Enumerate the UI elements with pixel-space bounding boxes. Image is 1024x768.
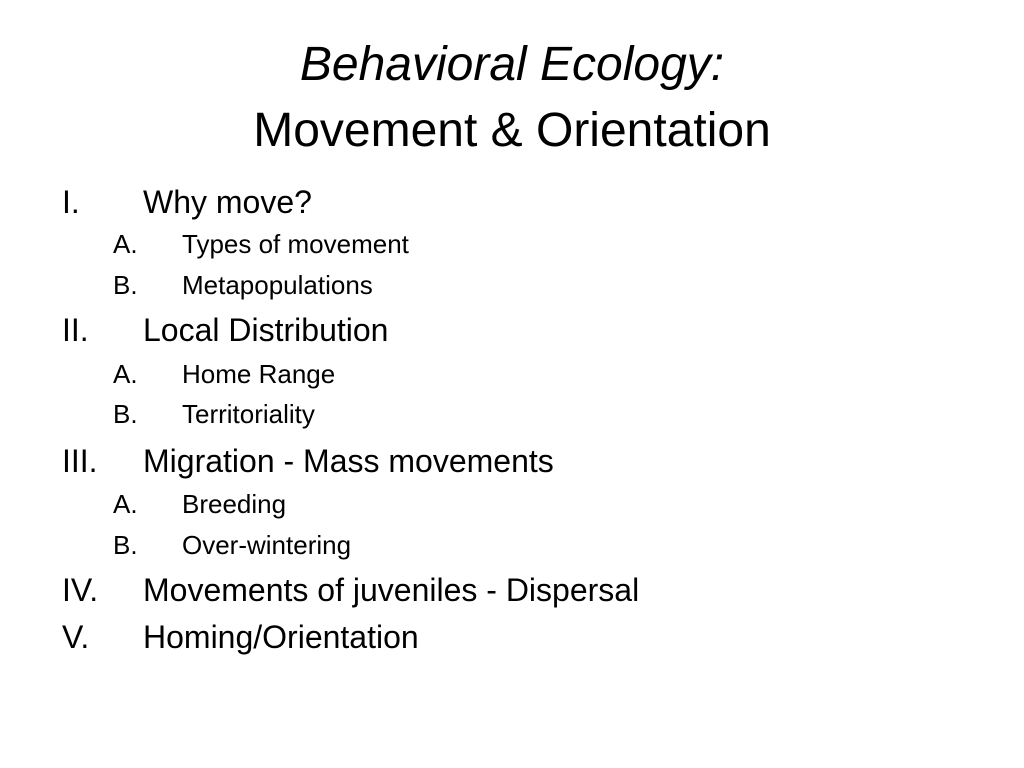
- outline-text: Types of movement: [182, 229, 409, 259]
- outline-marker: A.: [113, 359, 138, 389]
- slide-subtitle: Movement & Orientation: [253, 104, 771, 157]
- outline-text: Metapopulations: [182, 270, 373, 300]
- outline-text: Why move?: [143, 184, 312, 220]
- outline-marker: II.: [62, 312, 89, 348]
- outline-marker: V.: [62, 619, 90, 655]
- outline-text: Over-wintering: [182, 530, 352, 560]
- outline-text: Local Distribution: [143, 312, 389, 348]
- outline-marker: B.: [113, 270, 138, 300]
- outline-marker: B.: [113, 399, 138, 429]
- outline-marker: IV.: [62, 572, 99, 608]
- outline-text: Territoriality: [182, 399, 315, 429]
- slide-title: Behavioral Ecology:: [299, 38, 725, 91]
- outline-marker: A.: [113, 489, 138, 519]
- outline-marker: A.: [113, 229, 138, 259]
- outline-text: Breeding: [182, 489, 287, 519]
- outline-text: Migration - Mass movements: [143, 443, 554, 479]
- outline-text: Home Range: [182, 359, 336, 389]
- outline-text: Movements of juveniles - Dispersal: [143, 572, 640, 608]
- outline-marker: I.: [62, 184, 80, 220]
- outline-marker: B.: [113, 530, 138, 560]
- outline-marker: III.: [62, 443, 98, 479]
- outline-text: Homing/Orientation: [143, 619, 419, 655]
